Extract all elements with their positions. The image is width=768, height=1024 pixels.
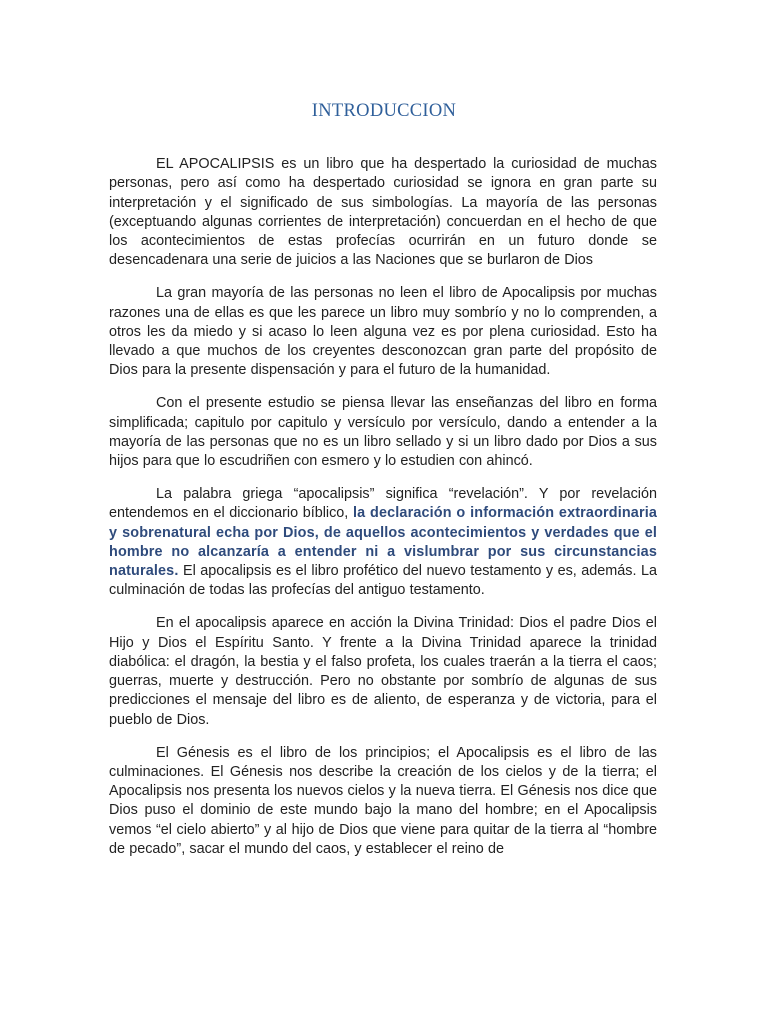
paragraph-2: La gran mayoría de las personas no leen el libro de Apocalipsis por muchas razones una de ellas es que les parece un libro muy sombrío y no lo comprenden, a otros les da miedo y si acaso lo leen alguna vez es por plena curiosidad. Esto ha llevado a que muchos de los creyentes desconozcan gran parte del propósito de Dios para la presente dispensación y para el futuro de la humanidad. <box>109 285 657 379</box>
paragraph-3: Con el presente estudio se piensa llevar las enseñanzas del libro en forma simplificada; capitulo por capitulo y versículo por versículo, dando a entender a la mayoría de las personas que no es un libro sellado y si un libro dado por Dios a sus hijos para que lo escudriñen con esmero y lo estudien con ahincó. <box>109 395 657 470</box>
paragraph-4 <box>109 485 657 601</box>
paragraph-1: EL APOCALIPSIS es un libro que ha despertado la curiosidad de muchas personas, pero así como ha despertado curiosidad se ignora en gran parte su interpretación y el significado de sus simbologías. La mayoría de las personas (exceptuando algunas corrientes de interpretación) concuerdan en el hecho de que los acontecimientos de estas profecías ocurrirán en un futuro donde se desencadenara una serie de juicios a las Naciones que se burlaron de Dios <box>109 156 657 269</box>
paragraph-6: El Génesis es el libro de los principios; el Apocalipsis es el libro de las culminaciones. El Génesis nos describe la creación de los cielos y de la tierra; el Apocalipsis nos presenta los nuevos cielos y la nueva tierra. El Génesis nos dice que Dios puso el dominio de este mundo bajo la mano del hombre; en el Apocalipsis vemos “el cielo abierto” y al hijo de Dios que viene para quitar de la tierra al “hombre de pecado”, sacar el mundo del caos, y establecer el reino de <box>109 744 657 857</box>
paragraph-4-outro: El apocalipsis es el libro profético del nuevo testamento y es, además. La culminación de todas las profecías del antiguo testamento. <box>109 563 657 599</box>
paragraph-4-intro: La palabra griega “apocalipsis” significa “revelación”. Y por revelación entendemos en el diccionario bíblico, <box>109 485 657 522</box>
document-body <box>109 155 657 859</box>
paragraph-4-emphasis: la declaración o información extraordinaria y sobrenatural echa por Dios, de aquellos acontecimientos y verdades que el hombre no alcanzaría a entender ni a vislumbrar por sus circunstancias naturales. <box>109 505 657 580</box>
paragraph-5: En el apocalipsis aparece en acción la Divina Trinidad: Dios el padre Dios el Hijo y Dios el Espíritu Santo. Y frente a la Divina Trinidad aparece la trinidad diabólica: el dragón, la bestia y el falso profeta, los cuales traerán a la tierra el caos; guerras, muerte y destrucción. Pero no obstante por sombrío de algunas de sus predicciones el mensaje del libro es de aliento, de esperanza y de victoria, para el pueblo de Dios. <box>109 615 657 728</box>
page-title: INTRODUCCION <box>311 101 457 121</box>
